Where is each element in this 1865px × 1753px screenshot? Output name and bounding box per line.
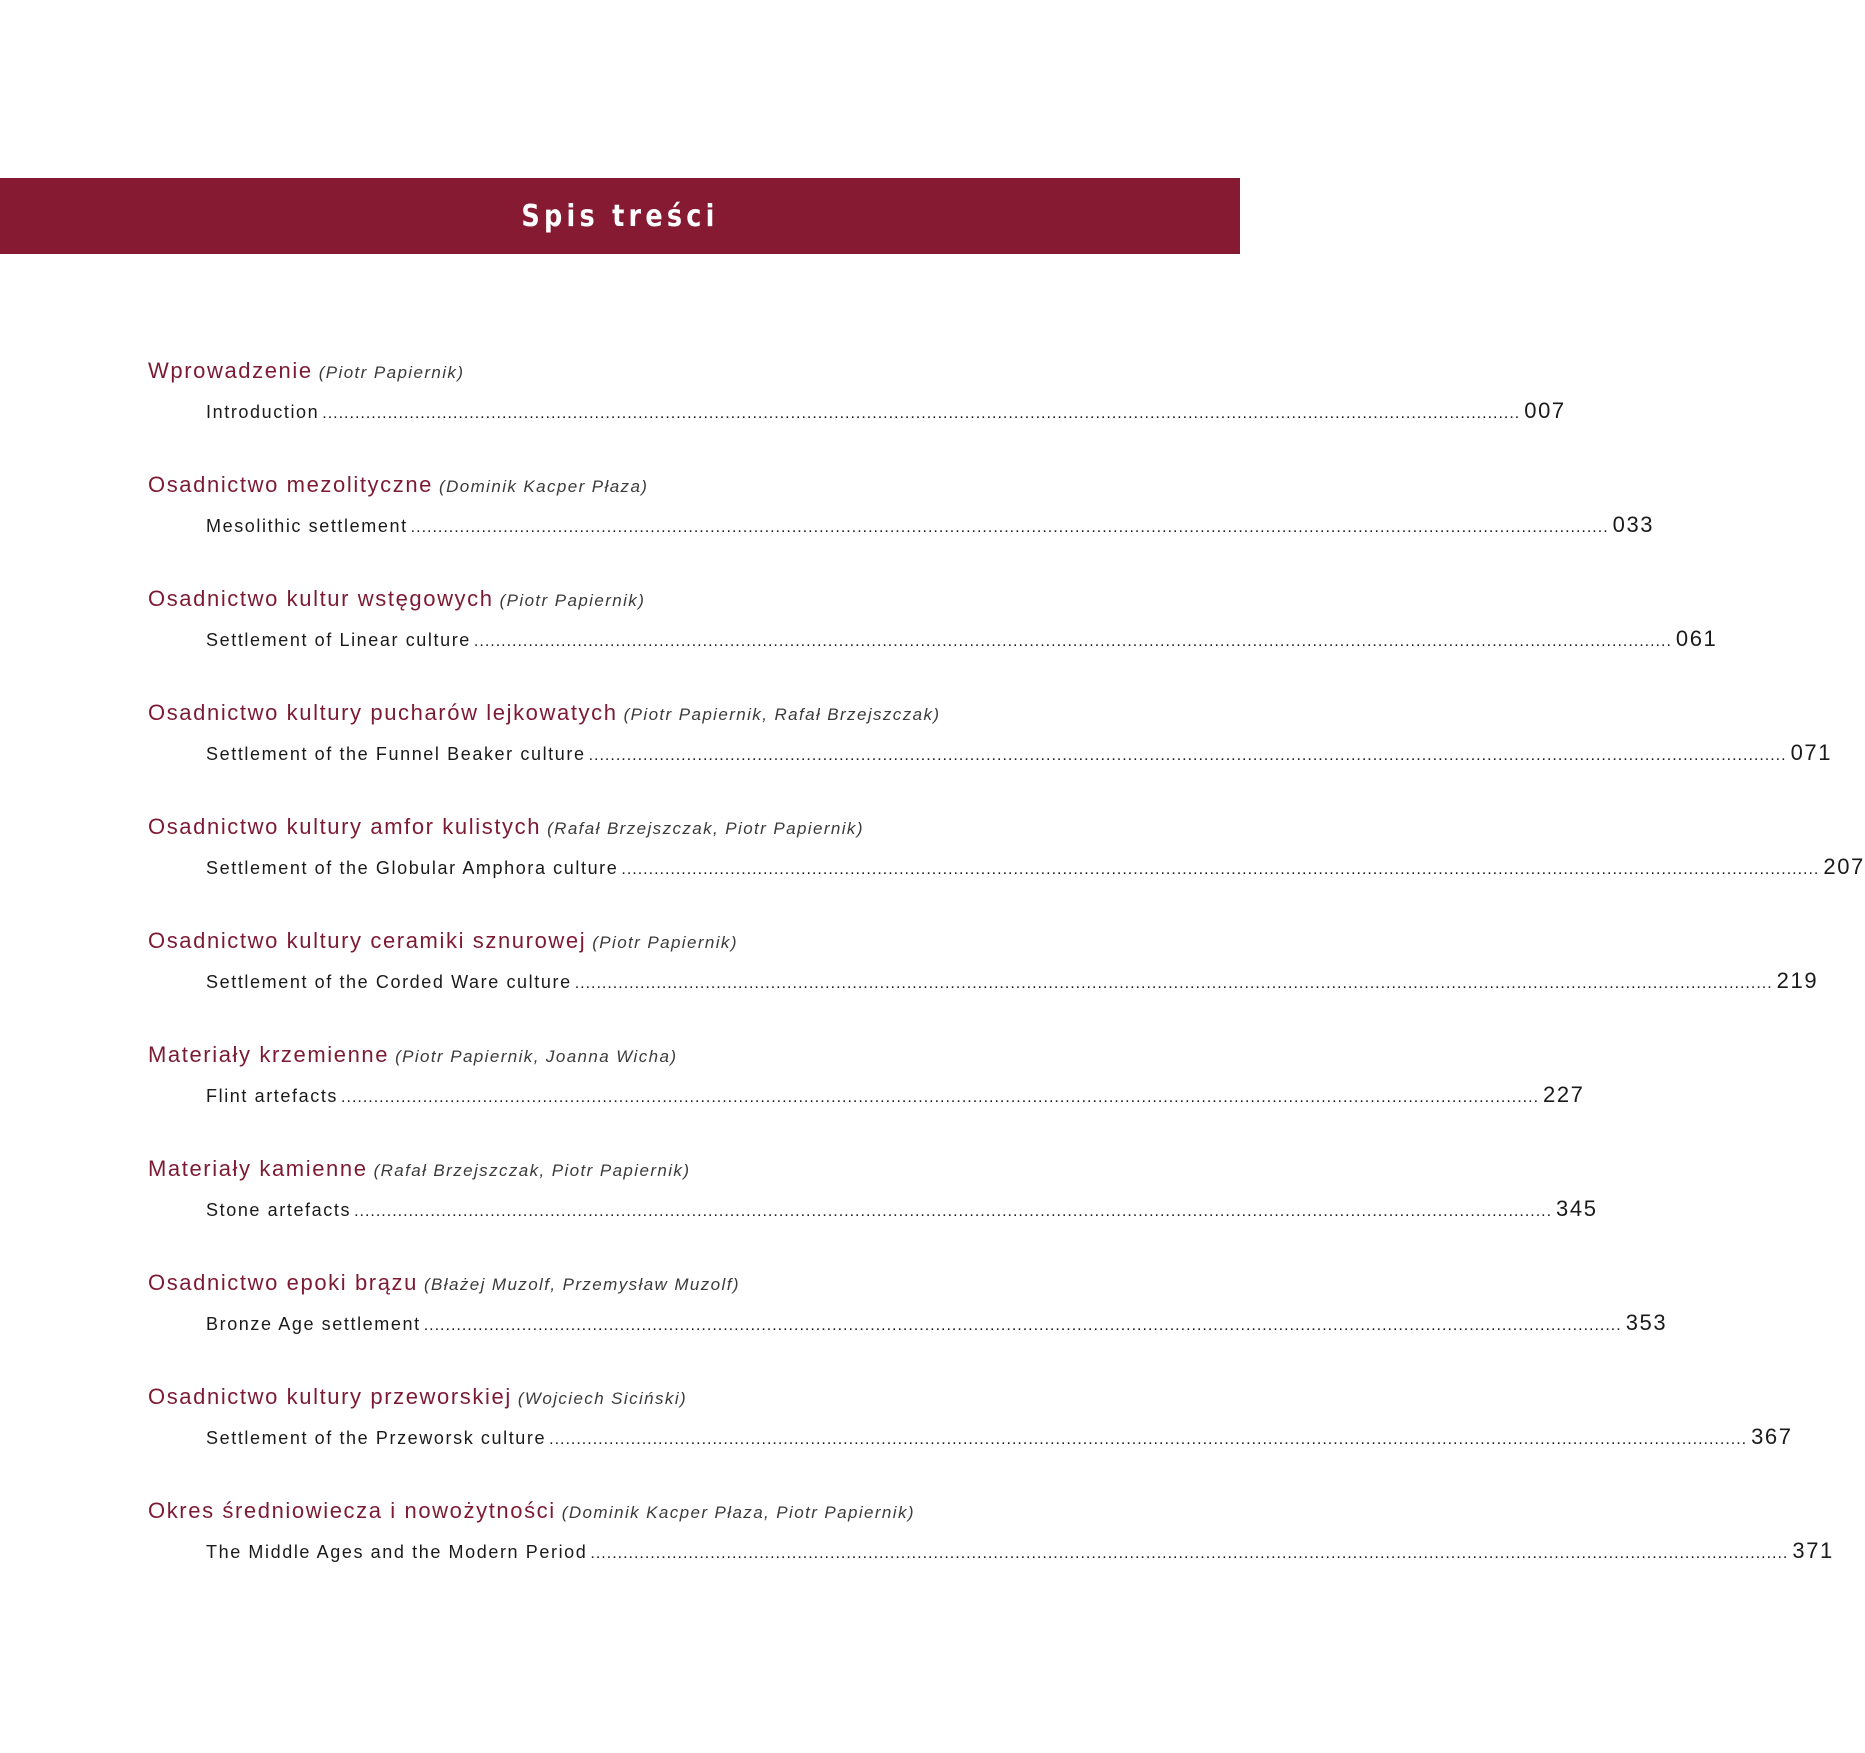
dot-leader: ............................................................................................................................................................................................................................: [574, 975, 1773, 992]
entry-english-line: [206, 624, 1718, 657]
entry-page-number: 345: [1556, 1196, 1598, 1221]
entry-title-line: [148, 1268, 740, 1301]
entry-authors: (Wojciech Siciński): [517, 1389, 688, 1408]
entry-page-number: 207: [1823, 854, 1865, 879]
entry-title-line: [148, 584, 645, 617]
toc-entry[interactable]: [0, 1268, 1668, 1378]
entry-english-title: Settlement of the Corded Ware culture: [206, 972, 572, 992]
entry-title: Wprowadzenie: [148, 358, 313, 383]
entry-english-title: Stone artefacts: [206, 1200, 352, 1220]
entry-english-line: [206, 1422, 1793, 1455]
entry-page-number: 353: [1625, 1310, 1668, 1335]
dot-leader: ............................................................................................................................................................................................................................: [341, 1089, 1540, 1106]
entry-page-number: 367: [1751, 1424, 1793, 1449]
entry-english-line: [206, 396, 1566, 429]
entry-title: Osadnictwo kultury ceramiki sznurowej: [148, 928, 587, 953]
entry-english-line: [206, 852, 1865, 885]
entry-english-title: The Middle Ages and the Modern Period: [206, 1542, 588, 1562]
entry-english-title: Settlement of the Globular Amphora culture: [206, 858, 619, 878]
entry-page-number: 219: [1776, 968, 1819, 993]
entry-english-title: Introduction: [206, 402, 320, 422]
dot-leader: ............................................................................................................................................................................................................................: [410, 519, 1609, 536]
toc-entry[interactable]: [0, 470, 1655, 580]
toc-entry[interactable]: [0, 926, 1819, 1036]
entry-english-title: Bronze Age settlement: [206, 1314, 421, 1334]
entry-title: Okres średniowiecza i nowożytności: [148, 1498, 556, 1523]
entry-title-line: [148, 1496, 915, 1529]
entry-page-number: 061: [1675, 626, 1718, 651]
entry-english-title: Settlement of the Przeworsk culture: [206, 1428, 547, 1448]
entry-title: Osadnictwo epoki brązu: [148, 1270, 418, 1295]
entry-english-line: [206, 1194, 1598, 1227]
entry-english-line: [206, 738, 1833, 771]
toc-entry[interactable]: [0, 698, 1833, 808]
dot-leader: ............................................................................................................................................................................................................................: [590, 1545, 1789, 1562]
toc-entry[interactable]: [0, 1040, 1585, 1150]
entry-title: Materiały kamienne: [148, 1156, 368, 1181]
entry-page-number: 007: [1524, 398, 1566, 423]
entry-authors: (Piotr Papiernik, Rafał Brzejszczak): [623, 705, 941, 724]
entry-title-line: [148, 698, 940, 731]
entry-authors: (Rafał Brzejszczak, Piotr Papiernik): [547, 819, 864, 838]
toc-entry[interactable]: [0, 1382, 1793, 1492]
entry-title: Osadnictwo mezolityczne: [148, 472, 434, 497]
entry-authors: (Piotr Papiernik): [499, 591, 646, 610]
dot-leader: ............................................................................................................................................................................................................................: [322, 405, 1521, 422]
entry-title: Osadnictwo kultur wstęgowych: [148, 586, 494, 611]
entry-title-line: [148, 926, 738, 959]
entry-title: Osadnictwo kultury amfor kulistych: [148, 814, 542, 839]
dot-leader: ............................................................................................................................................................................................................................: [588, 747, 1787, 764]
entry-english-line: [206, 510, 1655, 543]
entry-title: Osadnictwo kultury przeworskiej: [148, 1384, 512, 1409]
entry-authors: (Rafał Brzejszczak, Piotr Papiernik): [373, 1161, 691, 1180]
toc-entry[interactable]: [0, 356, 1566, 466]
toc-entry[interactable]: [0, 1496, 1834, 1606]
entry-title-line: [148, 1040, 677, 1073]
header-band: [0, 178, 1240, 254]
entry-title: Materiały krzemienne: [148, 1042, 390, 1067]
entry-authors: (Piotr Papiernik): [592, 933, 738, 952]
entry-authors: (Dominik Kacper Płaza): [439, 477, 649, 496]
entry-title-line: [148, 470, 648, 503]
dot-leader: ............................................................................................................................................................................................................................: [621, 861, 1820, 878]
entry-authors: (Błażej Muzolf, Przemysław Muzolf): [424, 1275, 740, 1294]
entry-english-line: [206, 1536, 1834, 1569]
entry-page-number: 227: [1543, 1082, 1585, 1107]
dot-leader: ............................................................................................................................................................................................................................: [549, 1431, 1748, 1448]
entry-authors: (Dominik Kacper Płaza, Piotr Papiernik): [561, 1503, 915, 1522]
entry-english-line: [206, 966, 1819, 999]
entry-page-number: 371: [1792, 1538, 1834, 1563]
entry-title-line: [148, 1382, 687, 1415]
entry-english-title: Flint artefacts: [206, 1086, 339, 1106]
entry-english-line: [206, 1308, 1668, 1341]
toc-entry[interactable]: [0, 584, 1718, 694]
entry-title: Osadnictwo kultury pucharów lejkowatych: [148, 700, 618, 725]
dot-leader: ............................................................................................................................................................................................................................: [423, 1317, 1622, 1334]
toc-entry[interactable]: [0, 812, 1865, 922]
entry-title-line: [148, 356, 464, 389]
entry-english-line: [206, 1080, 1585, 1113]
toc-entry[interactable]: [0, 1154, 1598, 1264]
entry-english-title: Mesolithic settlement: [206, 516, 408, 536]
entry-english-title: Settlement of the Funnel Beaker culture: [206, 744, 586, 764]
entry-authors: (Piotr Papiernik, Joanna Wicha): [395, 1047, 678, 1066]
entry-title-line: [148, 1154, 690, 1187]
entry-authors: (Piotr Papiernik): [318, 363, 465, 382]
entry-page-number: 071: [1790, 740, 1833, 765]
entry-page-number: 033: [1612, 512, 1655, 537]
dot-leader: ............................................................................................................................................................................................................................: [354, 1203, 1553, 1220]
dot-leader: ............................................................................................................................................................................................................................: [473, 633, 1672, 650]
entry-title-line: [148, 812, 864, 845]
page-title: Spis treści: [521, 198, 719, 234]
entry-english-title: Settlement of Linear culture: [206, 630, 471, 650]
